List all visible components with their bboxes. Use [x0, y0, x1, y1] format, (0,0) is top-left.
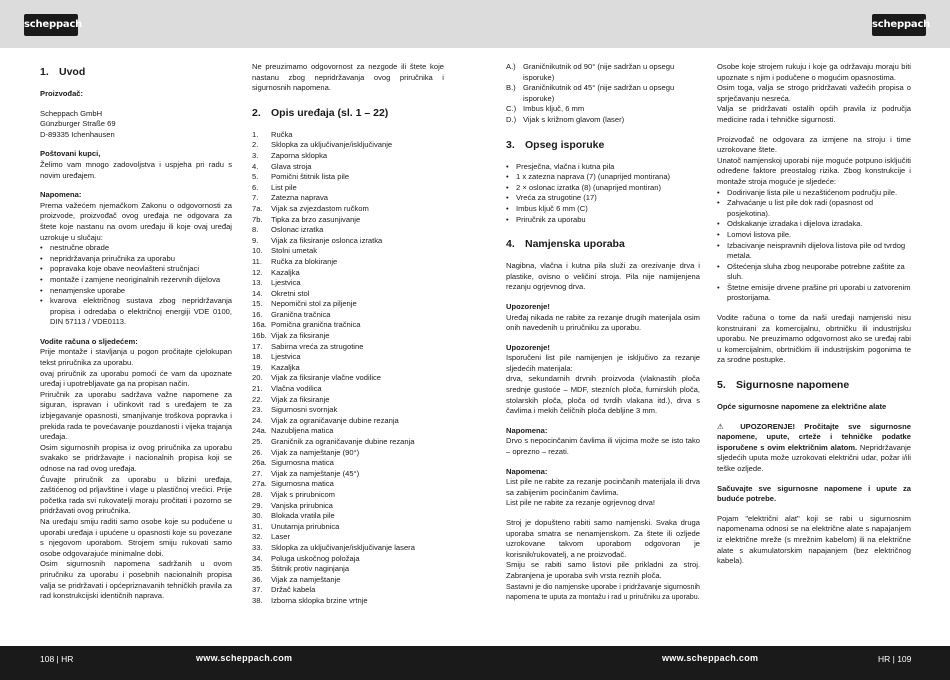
general-safety-label: Opće sigurnosne napomene za električne alate — [717, 402, 887, 412]
paragraph: Želimo vam mnogo zadovoljstva i uspjeha pri radu s novim uređajem. — [40, 159, 232, 180]
section-heading-intended-use: 4. Namjenska uporaba — [506, 238, 625, 251]
part-number: 4. — [252, 161, 259, 171]
part-label: Granična tračnica — [271, 309, 331, 319]
address-line: D-89335 Ichenhausen — [40, 129, 115, 139]
part-item — [252, 543, 444, 554]
part-label: Sklopka za uključivanje/isključivanje lasera — [271, 542, 415, 552]
keep-instructions: Sačuvajte sve sigurnosne napomene i upute za buduće potrebe. — [717, 483, 911, 504]
part-item — [252, 532, 444, 543]
part-item — [252, 405, 444, 416]
part-number: 7a. — [252, 203, 263, 213]
paragraph: Osim sigurnosnih napomena sadržanih u ovom priručniku za uporabu i posebnih nacionalnih propisa valja se pridržavati i općepriznavanih tehničkih pravila za rad konstrukcijski identičnih naprava. — [40, 559, 232, 601]
part-label: Vlačna vodilica — [271, 384, 322, 394]
list-item: • montaže i zamjene neoriginalnih rezervnih dijelova — [40, 275, 232, 286]
accessory-label: Graničnikutnik od 90° (nije sadržan u opsegu isporuke) — [523, 62, 675, 82]
part-item — [252, 310, 444, 321]
part-label: Vijak za namještanje — [271, 574, 341, 584]
list-item: • nenamjenske uporabe — [40, 286, 232, 297]
paragraph: Sastavni je dio namjenske uporabe i pridržavanje sigurnosnih napomena te uputa za montažu i rad u priručniku za uporabu. — [506, 582, 700, 601]
part-label: Sigurnosna matica — [271, 479, 334, 489]
note-label: Napomena: — [40, 190, 82, 200]
part-number: 30. — [252, 511, 263, 521]
list-item: • Vreća za strugotine (17) — [506, 193, 700, 204]
list-item: • Odskakanje izradaka i dijelova izradaka. — [717, 219, 911, 230]
accessory-label: Vijak s križnom glavom (laser) — [523, 114, 625, 124]
part-number: 16. — [252, 309, 263, 319]
section-heading-scope: 3. Opseg isporuke — [506, 138, 605, 151]
accessory-letter: C.) — [506, 104, 517, 114]
manufacturer-label: Proizvođač: — [40, 89, 84, 98]
accessory-letter: A.) — [506, 62, 516, 71]
part-item — [252, 299, 444, 310]
part-item — [252, 130, 444, 141]
part-label: Vijak za namještanje (45°) — [271, 468, 360, 478]
part-label: Vijak za ograničavanje dubine rezanja — [271, 415, 399, 425]
note-list — [40, 243, 232, 328]
part-item — [252, 522, 444, 533]
part-label: Kazaljka — [271, 362, 300, 372]
warning-label: Upozorenje! — [506, 342, 550, 352]
part-label: Vijak za fiksiranje vlačne vodilice — [271, 373, 382, 383]
part-number: 18. — [252, 352, 263, 362]
part-item — [252, 469, 444, 480]
part-number: 24a. — [252, 426, 267, 436]
part-number: 20. — [252, 373, 263, 383]
list-item: • 1 x zatezna naprava (7) (unaprijed montirana) — [506, 172, 700, 183]
warning-icon: ⚠ — [717, 421, 731, 431]
accessory-label: Graničnikutnik od 45° (nije sadržan u opsegu isporuke) — [523, 83, 675, 103]
part-number: 16a. — [252, 320, 267, 330]
warning-label: Upozorenje! — [506, 301, 550, 311]
column-3 — [506, 62, 700, 602]
section-heading-intro: 1. Uvod — [40, 66, 86, 78]
part-number: 9. — [252, 235, 259, 245]
list-item: • Oštećenja sluha zbog neuporabe potrebne zaštite za sluh. — [717, 262, 911, 283]
list-item: • Zahvaćanje u list pile dok radi (opasnost od posjekotina). — [717, 198, 911, 219]
part-label: Blokada vratila pile — [271, 511, 335, 521]
part-item — [252, 246, 444, 257]
page-number-left: 108 | HR — [40, 654, 74, 664]
note-label: Napomena: — [506, 466, 548, 476]
part-item — [252, 363, 444, 374]
scheppach-logo: scheppach — [872, 14, 926, 36]
part-label: Ručka za blokiranje — [271, 256, 338, 266]
part-label: Nepomični stol za piljenje — [271, 299, 357, 309]
column-4 — [717, 62, 911, 567]
parts-list — [252, 130, 444, 607]
part-label: Vijak s prirubnicom — [271, 489, 336, 499]
paragraph: Ne preuzimamo odgovornost za nezgode ili štete koje nastanu zbog nepridržavanja ovog priručnika i sigurnosnih napomena. — [252, 62, 444, 93]
part-item — [252, 395, 444, 406]
part-number: 14. — [252, 288, 263, 298]
accessory-letter: B.) — [506, 83, 516, 93]
header-bar — [0, 0, 950, 48]
part-item — [252, 257, 444, 268]
part-label: Ljestvica — [271, 352, 301, 362]
part-number: 38. — [252, 595, 263, 605]
paragraph: Prema važećem njemačkom Zakonu o odgovornosti za proizvode, proizvođač ovog uređaja ne odgovara za štete koje nastanu na ovom uređaju ili koje ovaj uređaj uzrokuje u slučaju: — [40, 200, 232, 242]
part-label: Stolni umetak — [271, 246, 318, 256]
accessory-list — [506, 62, 700, 126]
part-number: 29. — [252, 500, 263, 510]
list-item: • 2 × oslonac izratka (8) (unaprijed montiran) — [506, 183, 700, 194]
part-number: 32. — [252, 532, 263, 542]
part-number: 16b. — [252, 331, 267, 341]
part-item — [252, 162, 444, 173]
part-label: Štitnik protiv naginjanja — [271, 564, 350, 574]
list-item: • Presječna, vlačna i kutna pila — [506, 162, 700, 173]
section-heading-description: 2. Opis uređaja (sl. 1 – 22) — [252, 106, 389, 119]
part-number: 26a. — [252, 458, 267, 468]
part-label: Pomična granična tračnica — [271, 320, 361, 330]
part-number: 10. — [252, 246, 263, 256]
part-item — [252, 384, 444, 395]
list-item: • nepridržavanja priručnika za uporabu — [40, 254, 232, 265]
part-number: 6. — [252, 182, 259, 192]
paragraph: Osim sigurnosnih propisa iz ovog priručnika za uporabu svakako se pridržavajte i nacionalnih propisa koji se odnose na rad ovog uređaja. — [40, 442, 232, 473]
paragraph: List pile ne rabite za rezanje ogrjevnog drva! — [506, 498, 656, 508]
part-label: Poluga uskočnog položaja — [271, 553, 360, 563]
part-item — [252, 448, 444, 459]
part-label: Ljestvica — [271, 278, 301, 288]
part-label: Ručka — [271, 129, 293, 139]
part-item — [252, 416, 444, 427]
part-number: 7. — [252, 193, 259, 203]
part-label: List pile — [271, 182, 297, 192]
part-label: Tipka za brzo zasunjivanje — [271, 214, 361, 224]
part-number: 27a. — [252, 479, 267, 489]
part-number: 36. — [252, 574, 263, 584]
part-number: 33. — [252, 542, 263, 552]
part-number: 15. — [252, 299, 263, 309]
warning-paragraph: ⚠ UPOZORENJE! Pročitajte sve sigurnosne napomene, upute, crteže i tehničke podatke isporučene s ovim električnim alatom. Nepridržavanje sljedećih uputa može uzrokovati električni udar, požar i/ili teške ozljede. — [717, 421, 911, 473]
part-item — [252, 342, 444, 353]
accessory-item — [506, 62, 700, 83]
part-item — [252, 172, 444, 183]
part-item — [252, 331, 444, 342]
part-item — [252, 215, 444, 226]
list-item: • popravaka koje obave neovlašteni stručnjaci — [40, 264, 232, 275]
part-number: 1. — [252, 129, 259, 139]
paragraph: Osobe koje strojem rukuju i koje ga održavaju moraju biti upoznate s njim i podučene o mogućim opasnostima. — [717, 62, 911, 82]
part-number: 26. — [252, 447, 263, 457]
part-label: Vijak sa zvjezdastom ručkom — [271, 203, 369, 213]
website-link[interactable]: www.scheppach.com — [662, 653, 759, 663]
list-item: • Štetne emisije drvene prašine pri uporabi u zatvorenim prostorijama. — [717, 283, 911, 304]
list-item: • Izbacivanje neispravnih dijelova listova pile od tvrdog metala. — [717, 241, 911, 262]
part-number: 3. — [252, 150, 259, 160]
paragraph: Vodite računa o tome da naši uređaji namjenski nisu konstruirani za komercijalnu, obrtničku ili industrijsku uporabu. Ne preuzimamo odgovornost ako se uređaj rabi u komercijalnim, obrtničkim ili industrijskim pogonima te za srodne postupke. — [717, 313, 911, 365]
part-item — [252, 585, 444, 596]
part-label: Držač kabela — [271, 585, 316, 595]
part-number: 8. — [252, 225, 259, 235]
paragraph: Prije montaže i stavljanja u pogon pročitajte cjelokupan tekst priručnika za uporabu. — [40, 347, 232, 368]
part-number: 28. — [252, 489, 263, 499]
list-item: • Priručnik za uporabu — [506, 215, 700, 226]
part-number: 25. — [252, 437, 263, 446]
part-number: 21. — [252, 384, 263, 394]
paragraph: Nagibna, vlačna i kutna pila služi za orezivanje drva i plastike, ovisno o veličini stroja. Pila nije namijenjena rezanju ogrjevnog drva. — [506, 261, 700, 292]
scope-list — [506, 162, 700, 226]
part-label: Vijak za fiksiranje — [271, 394, 330, 404]
paragraph: Smiju se rabiti samo listovi pile prikladni za stroj. Zabranjena je uporaba svih vrsta reznih ploča. — [506, 560, 700, 580]
scheppach-logo: scheppach — [24, 14, 78, 36]
part-number: 5. — [252, 172, 259, 182]
part-label: Vanjska prirubnica — [271, 500, 333, 510]
accessory-letter: D.) — [506, 114, 517, 124]
part-number: 34. — [252, 553, 263, 563]
part-label: Glava stroja — [271, 161, 312, 171]
part-label: Vijak za namještanje (90°) — [271, 447, 360, 457]
part-item — [252, 511, 444, 522]
paragraph: List pile ne rabite za rezanje pocinčanih materijala ili drva sa zabijenim pocinčanim čavlima. — [506, 477, 700, 497]
part-item — [252, 554, 444, 565]
part-label: Nazubljena matica — [271, 426, 334, 436]
part-label: Sigurnosni svornjak — [271, 405, 338, 415]
paragraph: drva, sekundarnih drvnih proizvoda (vlaknastih ploča srednje gustoće – MDF, stezních ploča, furnirskih ploča, stolarskih ploča, ploča od tvrdih vlakana itd.), drva s čavlima i mekih čeličnih ploča debljine 3 mm. — [506, 374, 700, 416]
part-item — [252, 479, 444, 490]
paragraph: Čuvajte priručnik za uporabu u blizini uređaja, zaštićenog od prljavštine i vlage u plastičnoj vrećici. Prije početka rada svi rukovatelji moraju pročitati i pozorno se pridržavati ovog priručnika. — [40, 474, 232, 516]
accessory-label: Imbus ključ, 6 mm — [523, 104, 585, 114]
part-item — [252, 140, 444, 151]
part-label: Izborna sklopka brzine vrtnje — [271, 595, 368, 605]
list-item: • nestručne obrade — [40, 243, 232, 254]
part-item — [252, 204, 444, 215]
customer-label: Poštovani kupci, — [40, 149, 101, 159]
part-number: 35. — [252, 564, 263, 574]
part-item — [252, 193, 444, 204]
footer-bar — [0, 646, 950, 680]
list-item: • Dodirivanje lista pile u nezaštićenom području pile. — [717, 188, 911, 199]
part-label: Oslonac izratka — [271, 225, 324, 235]
part-item — [252, 564, 444, 575]
part-item — [252, 458, 444, 469]
part-label: Pomični štitnik lista pile — [271, 172, 350, 182]
paragraph: Drvo s nepocinčanim čavlima ili vijcima može se isto tako – oprezno – rezati. — [506, 436, 700, 457]
part-number: 24. — [252, 415, 263, 425]
part-number: 31. — [252, 521, 263, 531]
paragraph: Isporučeni list pile namijenjen je isključivo za rezanje sljedećih materijala: — [506, 353, 700, 373]
part-label: Laser — [271, 532, 290, 542]
part-item — [252, 352, 444, 363]
paragraph: Valja se pridržavati ostalih općih pravila iz područja medicine rada i tehničke sigurnosti. — [717, 104, 911, 124]
page-number-right: HR | 109 — [878, 654, 912, 664]
part-label: Okretni stol — [271, 288, 310, 298]
part-label: Kazaljka — [271, 267, 300, 277]
part-label: Unutarnja prirubnica — [271, 521, 340, 531]
address-line: Scheppach GmbH — [40, 108, 103, 118]
section-heading-safety: 5. Sigurnosne napomene — [717, 379, 850, 392]
part-label: Zatezna naprava — [271, 193, 328, 203]
part-item — [252, 575, 444, 586]
part-item — [252, 151, 444, 162]
part-number: 23. — [252, 405, 263, 415]
part-label: Zaporna sklopka — [271, 150, 328, 160]
account-label: Vodite računa o sljedećem: — [40, 336, 138, 346]
part-item — [252, 426, 444, 437]
part-number: 19. — [252, 362, 263, 372]
paragraph: Pojam "električni alat" koji se rabi u sigurnosnim napomenama odnosi se na električne alate s napajanjem iz električne mreže (s mrežnim kabelom) ili na električne alate s akumulatorskim napajanjem (bez električnog kabela). — [717, 513, 911, 566]
paragraph: Uređaj nikada ne rabite za rezanje drugih materijala osim onih navedenih u priručniku za uporabu. — [506, 312, 700, 333]
risk-list — [717, 188, 911, 305]
list-item: • kvarova električnog sustava zbog nepridržavanja propisa i odredaba o električnoj energiji VDE 0100, DIN 57113 / VDE0113. — [40, 296, 232, 328]
paragraph: Priručnik za uporabu sadržava važne napomene za siguran, ispravan i učinkovit rad s uređajem te za izbjegavanje opasnosti, smanjivanje troškova popravka i prekida rada te povećavanje pouzdanosti i vijeka trajanja uređaja. — [40, 389, 232, 442]
address-line: Günzburger Straße 69 — [40, 119, 116, 129]
accessory-item — [506, 83, 700, 104]
part-item — [252, 236, 444, 247]
column-1 — [40, 62, 232, 602]
part-item — [252, 183, 444, 194]
part-label: Sklopka za uključivanje/isključivanje — [271, 140, 393, 150]
part-item — [252, 320, 444, 331]
paragraph: ovaj priručnik za uporabu pomoći će vam da upoznate uređaj i upotrebljavate ga na propisan način. — [40, 368, 232, 389]
part-number: 7b. — [252, 214, 263, 224]
part-item — [252, 490, 444, 501]
part-number: 11. — [252, 256, 262, 266]
website-link[interactable]: www.scheppach.com — [196, 653, 293, 663]
part-item — [252, 373, 444, 384]
part-label: Graničnik za ograničavanje dubine rezanja — [271, 437, 415, 446]
list-item: • Imbus ključ 6 mm (C) — [506, 204, 700, 215]
part-label: Vijak za fiksiranje oslonca izratka — [271, 235, 383, 245]
part-number: 22. — [252, 394, 263, 404]
paragraph: Stroj je dopušteno rabiti samo namjenski. Svaka druga uporaba smatra se nenamjenskom. Za štete ili ozljede uzrokovane takvom uporabom odgovoran je korisnik/rukovatelj, a ne proizvođač. — [506, 518, 700, 559]
part-item — [252, 278, 444, 289]
part-item — [252, 596, 444, 607]
part-item — [252, 437, 444, 448]
part-number: 17. — [252, 341, 263, 351]
part-number: 13. — [252, 278, 263, 288]
part-label: Sabirna vreća za strugotine — [271, 341, 364, 351]
part-number: 2. — [252, 140, 259, 150]
paragraph: Unatoč namjenskoj uporabi nije moguće potpuno isključiti određene faktore preostalog rizika. Zbog konstrukcije i montaže stroja moguće je sljedeće: — [717, 155, 911, 186]
part-item — [252, 501, 444, 512]
paragraph: Na uređaju smiju raditi samo osobe koje su podučene u uporabi uređaja i upućene u opasnosti koje su povezane s njegovom uporabom. Strojem smiju rukovati samo osobe odgovarajuće minimalne dobi. — [40, 516, 232, 558]
part-item — [252, 268, 444, 279]
part-item — [252, 225, 444, 236]
paragraph: Proizvođač ne odgovara za izmjene na stroju i time uzrokovane štete. — [717, 134, 911, 155]
part-number: 12. — [252, 267, 263, 277]
accessory-item — [506, 115, 700, 126]
part-number: 37. — [252, 585, 263, 595]
part-label: Sigurnosna matica — [271, 458, 334, 468]
part-number: 27. — [252, 468, 263, 478]
part-item — [252, 289, 444, 300]
paragraph: Osim toga, valja se strogo pridržavati važećih propisa o sprječavanju nesreća. — [717, 83, 911, 103]
accessory-item — [506, 104, 700, 115]
part-label: Vijak za fiksiranje — [271, 331, 330, 341]
note-label: Napomena: — [506, 425, 548, 435]
list-item: • Lomovi listova pile. — [717, 230, 911, 241]
column-2 — [252, 62, 444, 607]
